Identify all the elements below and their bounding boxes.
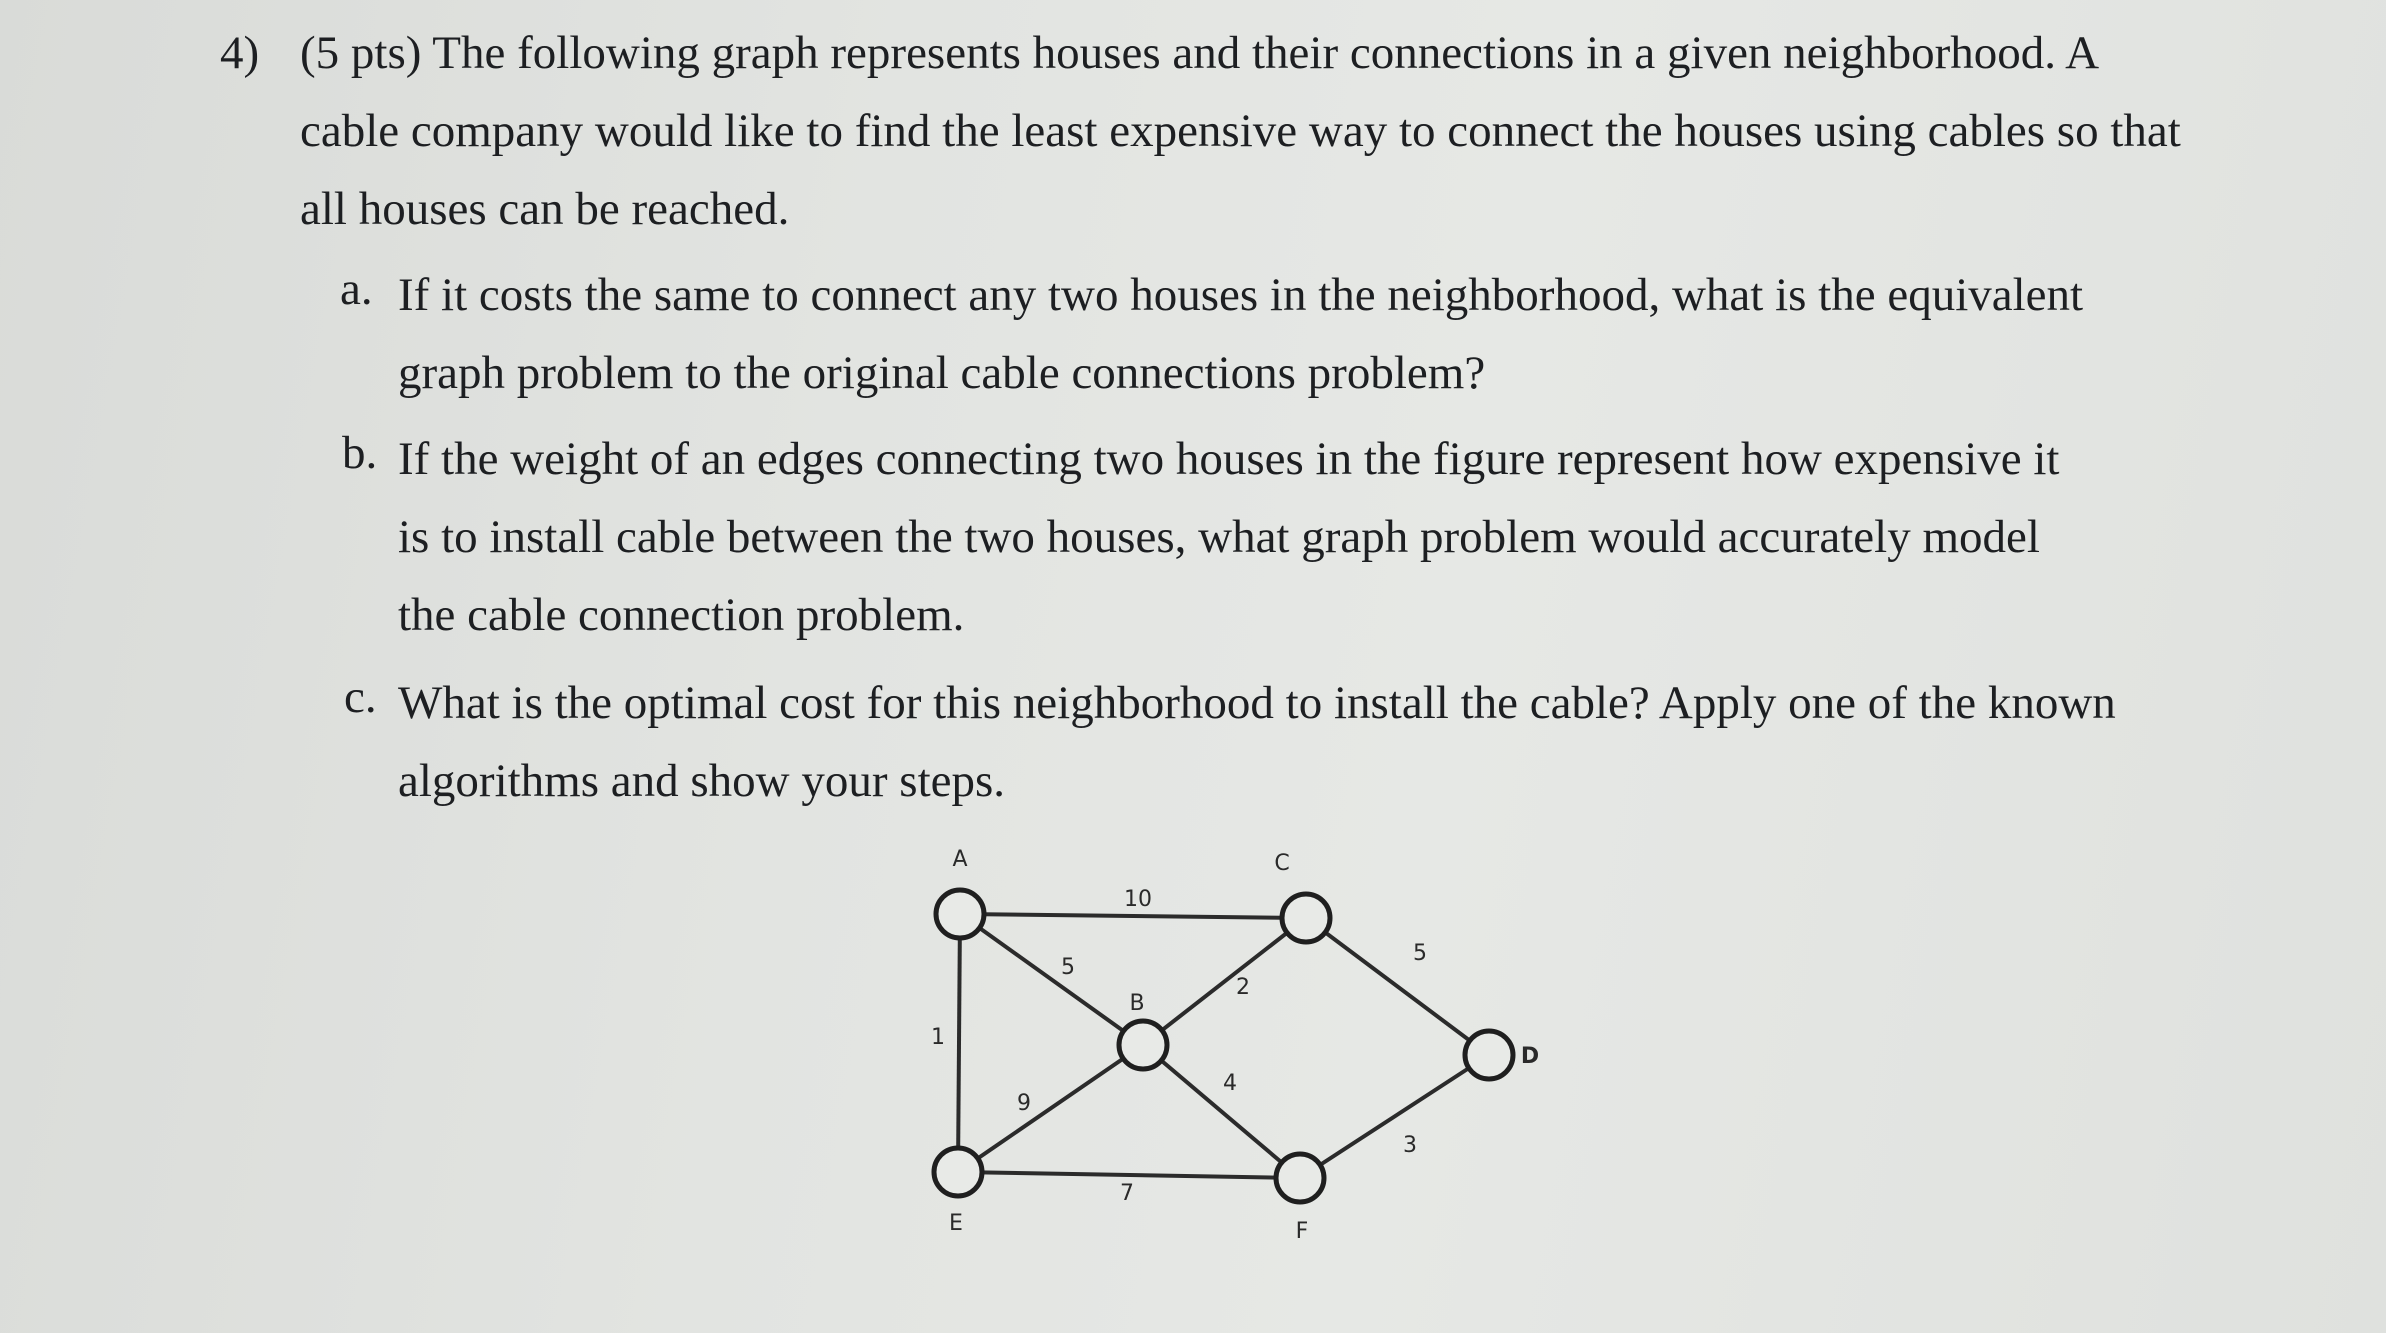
edge-weight-a-c: 10 [1124,887,1152,912]
edge-weight-e-f: 7 [1120,1181,1134,1206]
edge-f-d [1300,1055,1489,1178]
subquestion-c-text: What is the optimal cost for this neighborhood to install the cable? Apply one of the known algorithms and show your steps. [398,677,2116,807]
edge-weight-c-d: 5 [1413,941,1427,966]
edge-weight-c-b: 2 [1236,975,1250,1000]
edge-weight-b-f: 4 [1223,1071,1237,1096]
question-text: (5 pts) The following graph represents houses and their connections in a given neighborhood. A cable company would like to find the least expensive way to connect the houses using cables so that all houses can be reached. [300,27,2181,235]
node-c [1282,894,1330,942]
edge-weight-f-d: 3 [1403,1133,1417,1158]
node-label-b: B [1129,991,1145,1016]
edge-a-e [958,914,960,1172]
node-a [936,890,984,938]
edge-b-e [958,1045,1143,1172]
subquestion-c-label: c. [344,671,377,723]
edge-a-c [960,914,1306,918]
node-label-d: D [1520,1044,1540,1069]
node-b [1119,1021,1167,1069]
edge-c-d [1306,918,1489,1055]
node-label-a: A [952,847,968,872]
subquestion-b-text: If the weight of an edges connecting two houses in the figure represent how expensive it is to install cable between the two houses, what graph problem would accurately model the cable connection problem. [398,433,2060,641]
node-f [1276,1154,1324,1202]
edge-weight-a-e: 1 [931,1025,945,1050]
edge-b-f [1143,1045,1300,1178]
subquestion-a-text: If it costs the same to connect any two houses in the neighborhood, what is the equivalent graph problem to the original cable connections problem? [398,269,2084,399]
question-number: 4) [220,27,260,79]
edge-a-b [960,914,1143,1045]
node-d [1465,1031,1513,1079]
node-label-c: C [1274,851,1290,876]
node-e [934,1148,982,1196]
edge-weight-b-e: 9 [1017,1091,1031,1116]
subquestion-b-label: b. [342,427,378,479]
edge-e-f [958,1172,1300,1178]
subquestion-a-label: a. [340,263,373,315]
edge-weight-a-b: 5 [1061,955,1075,980]
node-label-f: F [1295,1219,1309,1244]
node-label-e: E [949,1211,963,1236]
edge-c-b [1143,918,1306,1045]
